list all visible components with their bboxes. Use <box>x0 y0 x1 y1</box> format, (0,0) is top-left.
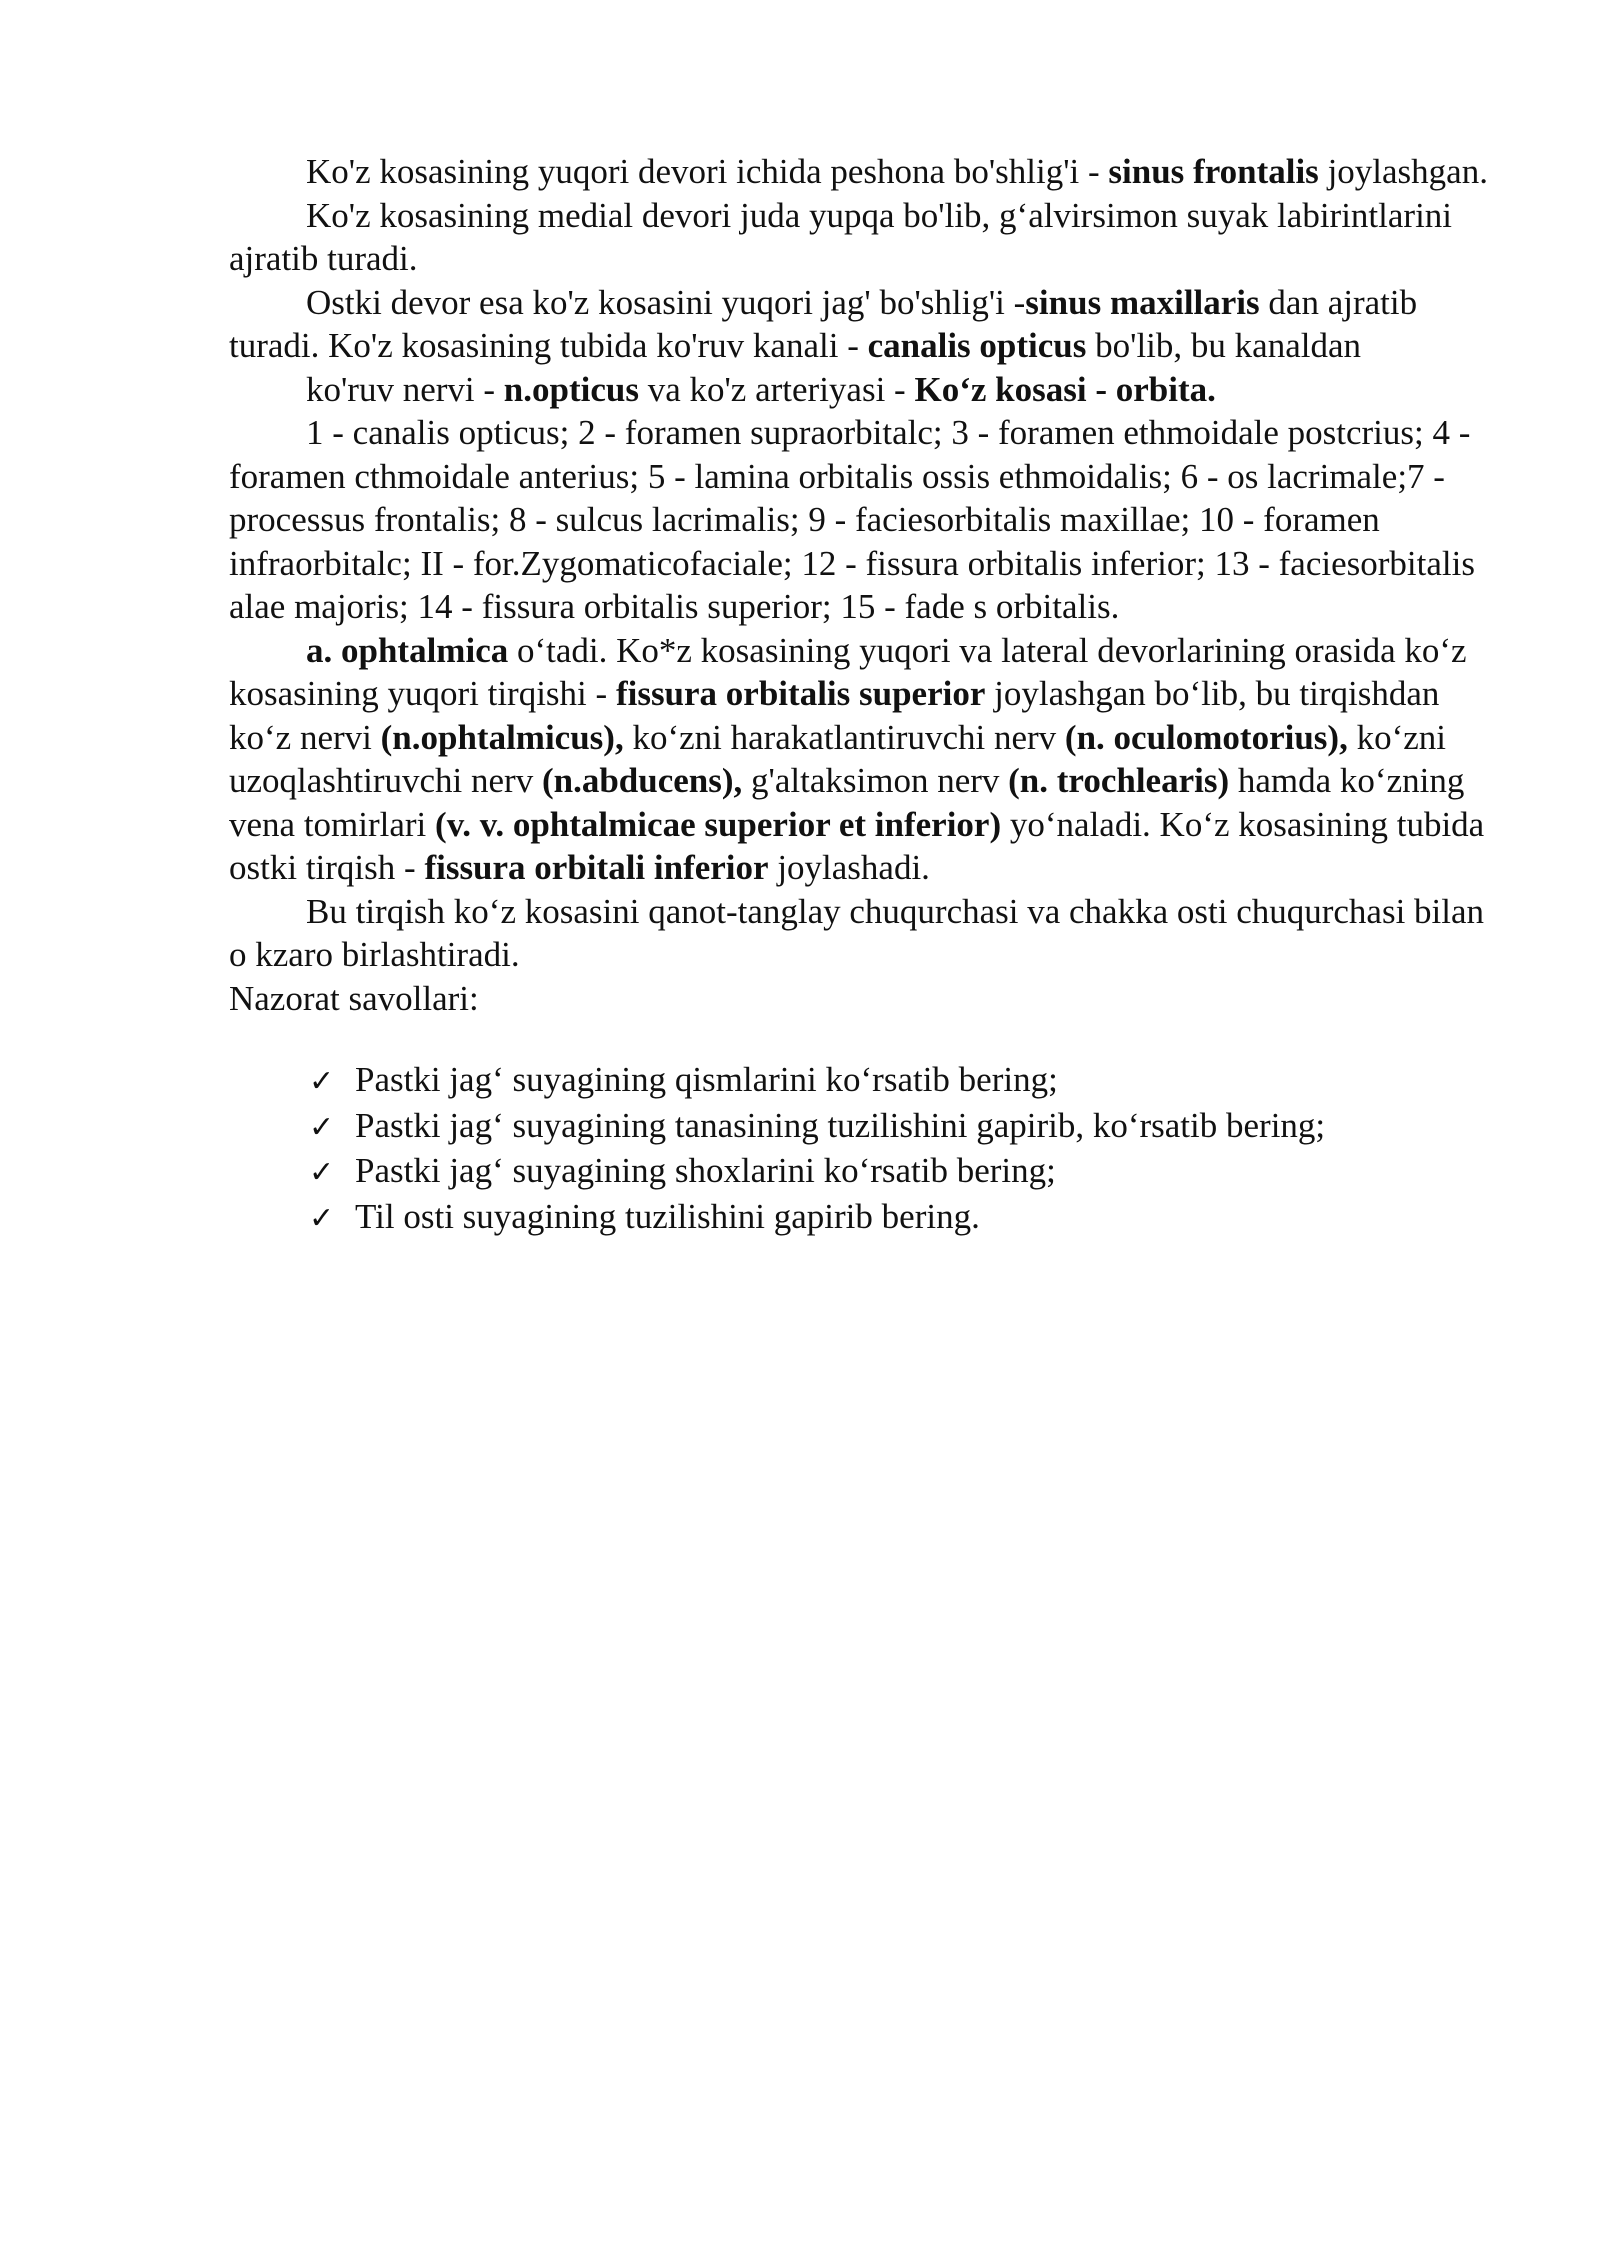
bold-term: a. ophtalmica <box>306 630 509 670</box>
bold-term: n.opticus <box>503 369 639 409</box>
text-segment: o‘tadi. Ko*z kosasining yuqori va lateral devorlarining orasida ko‘z kosasining yuqori tirqishi - <box>229 630 1467 713</box>
bold-term: (n. oculomotorius), <box>1064 717 1348 757</box>
paragraph <box>229 890 1509 977</box>
text-segment: Ko'z kosasining medial devori juda yupqa bo'lib, g‘alvirsimon suyak labirintlarini ajratib turadi. <box>229 195 1453 278</box>
list-item-text: Pastki jag‘ suyagining qismlarini ko‘rsatib bering; <box>355 1060 1058 1099</box>
text-segment: Ko'z kosasining yuqori devori ichida peshona bo'shlig'i - <box>306 152 1109 191</box>
text-segment: Nazorat savollari: <box>229 978 479 1018</box>
body-text <box>229 150 1509 1020</box>
paragraph <box>229 977 1509 1021</box>
checkmark-icon: ✓ <box>309 1064 335 1099</box>
review-questions-list <box>229 1058 1509 1240</box>
list-item <box>309 1058 1509 1104</box>
checkmark-icon: ✓ <box>309 1155 335 1190</box>
bold-term: fissura orbitalis superior <box>615 674 986 713</box>
list-item-text: Til osti suyagining tuzilishini gapirib bering. <box>355 1196 980 1236</box>
list-item-text: Pastki jag‘ suyagining shoxlarini ko‘rsatib bering; <box>355 1151 1056 1190</box>
paragraph <box>229 368 1509 412</box>
text-segment: bo'lib, bu kanaldan <box>1086 326 1361 365</box>
bold-term: Ko‘z kosasi - orbita. <box>914 369 1216 409</box>
text-segment: dan ajratib turadi. Ko'z kosasining tubida ko'ruv kanali - <box>229 282 1418 365</box>
paragraph <box>229 629 1509 890</box>
bold-term: (n. trochlearis) <box>1008 761 1230 800</box>
list-item-text: Pastki jag‘ suyagining tanasining tuzilishini gapirib, ko‘rsatib bering; <box>355 1105 1326 1145</box>
checkmark-icon: ✓ <box>309 1200 335 1236</box>
checkmark-icon: ✓ <box>309 1109 335 1145</box>
text-segment: hamda ko‘zning vena tomirlari <box>229 761 1465 844</box>
text-segment: joylashadi. <box>768 848 930 887</box>
text-segment: ko‘zni uzoqlashtiruvchi nerv <box>229 717 1446 800</box>
paragraph <box>229 411 1509 629</box>
bold-term: fissura orbitali inferior <box>424 848 769 887</box>
bold-term: sinus maxillaris <box>1025 282 1260 322</box>
paragraph <box>229 150 1509 194</box>
text-segment: ko'ruv nervi - <box>306 369 504 409</box>
text-segment: Bu tirqish ko‘z kosasini qanot-tanglay chuqurchasi va chakka osti chuqurchasi bilan o kzaro birlashtiradi. <box>229 891 1485 974</box>
bold-term: (n.ophtalmicus), <box>380 717 624 757</box>
list-item <box>309 1104 1509 1150</box>
paragraph <box>229 281 1509 368</box>
list-item <box>309 1149 1509 1195</box>
document-page <box>229 150 1509 1240</box>
text-segment: joylashgan bo‘lib, bu tirqishdan ko‘z nervi <box>229 674 1440 757</box>
text-segment: 1 - canalis opticus; 2 - foramen supraorbitalc; 3 - foramen ethmoidale postcrius; 4 - foramen cthmoidale anterius; 5 - lamina orbitalis ossis ethmoidalis; 6 - os lacrimale;7 - processus frontalis; 8 - sulcus lacrimalis; 9 - faciesorbitalis maxillae; 10 - foramen infraorbitalc; II - for.Zygomaticofaciale; 12 - fissura orbitalis inferior; 13 - faciesorbitalis alae majoris; 14 - fissura orbitalis superior; 15 - fade s orbitalis. <box>229 413 1475 626</box>
bold-term: (v. v. ophtalmicae superior et inferior) <box>435 804 1002 844</box>
list-item <box>309 1195 1509 1241</box>
paragraph <box>229 194 1509 281</box>
text-segment: joylashgan. <box>1318 152 1488 191</box>
text-segment: va ko'z arteriyasi - <box>638 369 915 409</box>
text-segment: g'altaksimon nerv <box>742 761 1009 800</box>
text-segment: Ostki devor esa ko'z kosasini yuqori jag' bo'shlig'i - <box>306 282 1026 322</box>
bold-term: sinus frontalis <box>1108 152 1319 191</box>
text-segment: ko‘zni harakatlantiruvchi nerv <box>623 717 1065 757</box>
bold-term: (n.abducens), <box>541 761 743 800</box>
text-segment: yo‘naladi. Ko‘z kosasining tubida ostki tirqish - <box>229 804 1485 887</box>
bold-term: canalis opticus <box>867 326 1087 365</box>
